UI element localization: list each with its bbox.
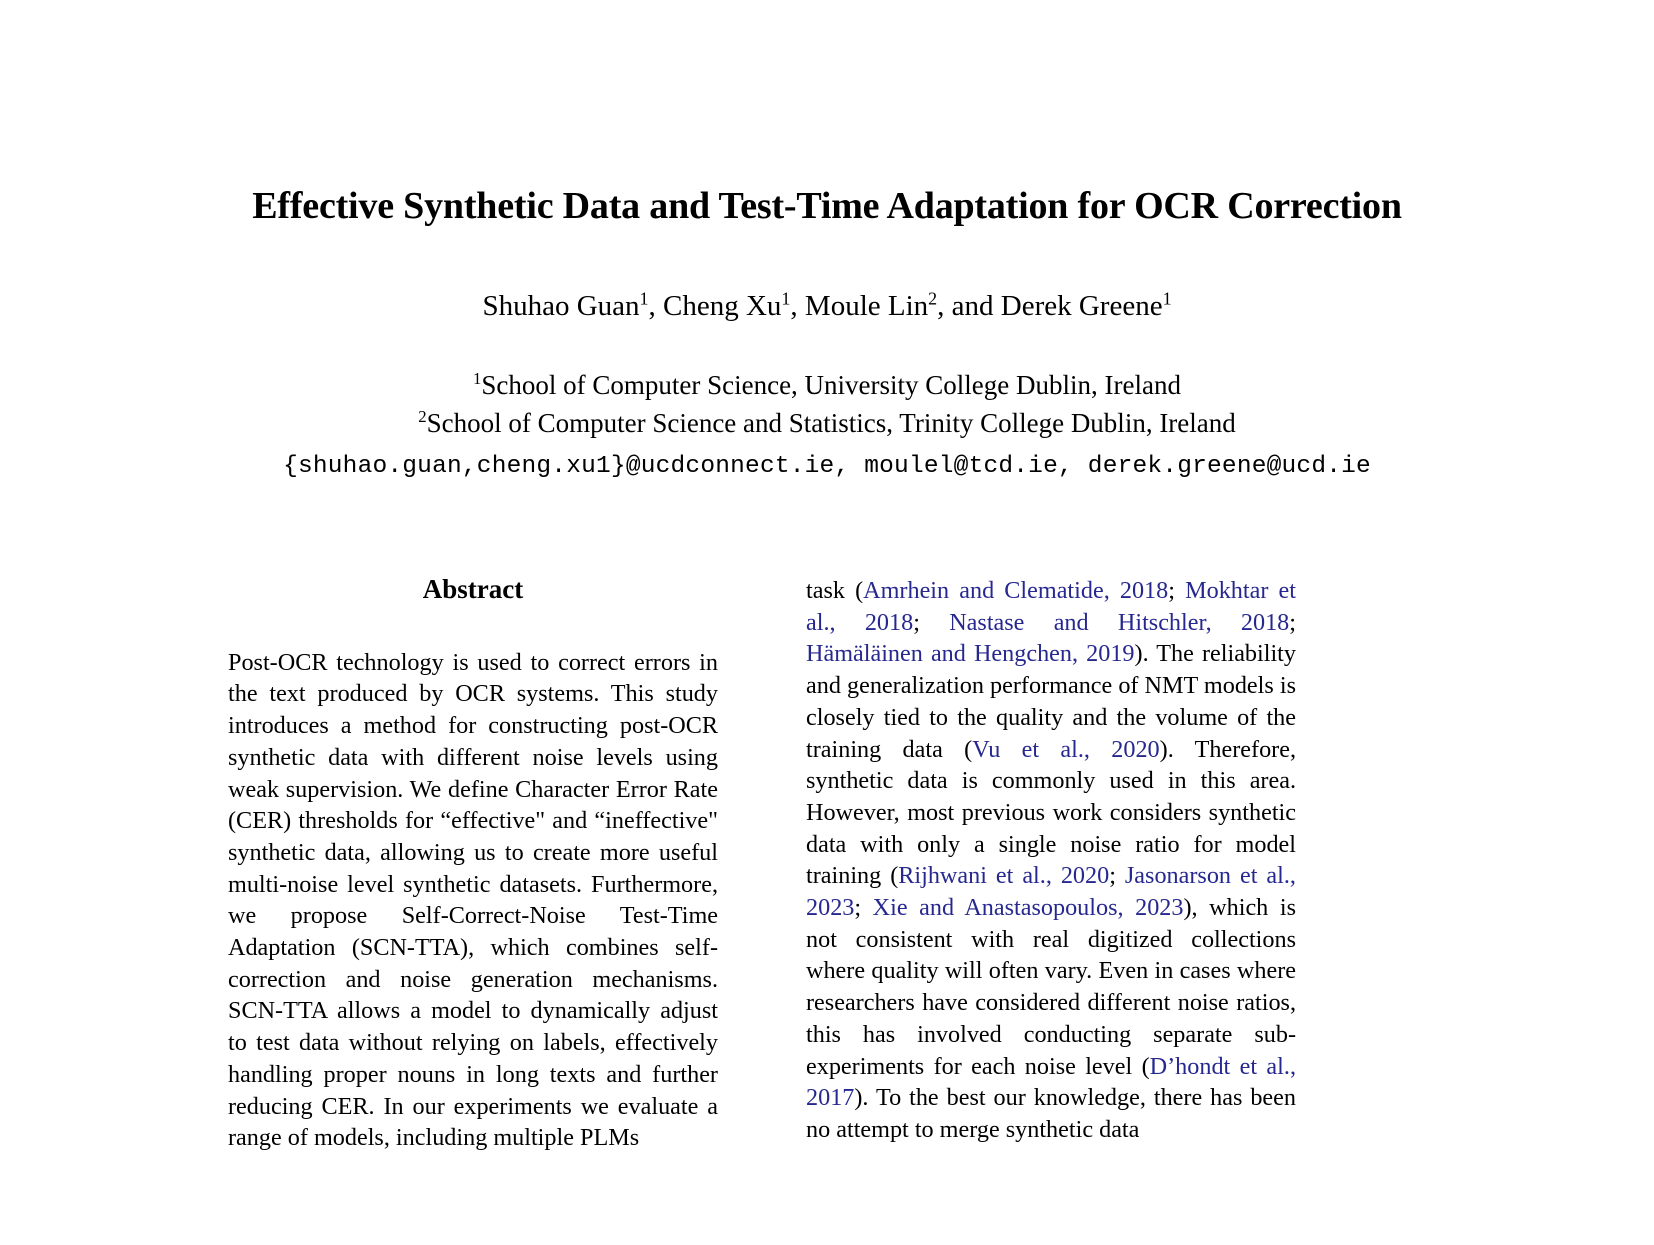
paper-masthead [180, 185, 1474, 483]
affiliation-line [180, 405, 1474, 442]
citation-link[interactable]: Vu et al., 2020 [972, 735, 1160, 763]
introduction-column [806, 575, 1296, 1245]
citation-link[interactable]: Jasonarson et al., 2023 [806, 862, 1296, 922]
author-affiliation-marker: 1 [781, 288, 791, 309]
author-name: Moule Lin [804, 289, 929, 322]
introduction-text-run: ). Therefore, synthetic data is commonly used in this area. However, most previous work considers synthetic data with only a single noise ratio for model training ( [806, 735, 1296, 890]
author-affiliation-marker: 1 [1162, 288, 1172, 309]
citation-link[interactable]: Amrhein and Clematide, 2018 [863, 577, 1169, 604]
author-affiliation-marker: 2 [928, 288, 938, 309]
affiliation-marker: 1 [473, 369, 482, 389]
introduction-text-run: ; [1109, 862, 1125, 890]
abstract-column [228, 575, 718, 1245]
author-entry [1001, 290, 1172, 322]
introduction-text-run: ; [1168, 577, 1186, 604]
introduction-text-run: task ( [806, 577, 864, 604]
citation-link[interactable]: Hämäläinen and Hengchen, 2019 [806, 640, 1135, 668]
author-entry [805, 290, 937, 322]
author-name: Derek Greene [1000, 289, 1163, 322]
author-entry [482, 290, 648, 322]
affiliation-line [180, 367, 1474, 404]
page-title: Effective Synthetic Data and Test-Time Adaptation for OCR Correction [252, 185, 1402, 227]
affiliation-text: School of Computer Science and Statistics, Trinity College Dublin, Ireland [426, 407, 1236, 438]
author-name: Shuhao Guan [482, 289, 640, 322]
introduction-text-run: ; [1289, 608, 1296, 636]
affiliation-list [180, 367, 1474, 442]
introduction-text-run: ; [854, 894, 873, 922]
citation-link[interactable]: Nastase and Hitschler, 2018 [949, 608, 1290, 636]
author-affiliation-marker: 1 [639, 288, 649, 309]
two-column-body [228, 575, 1386, 1245]
affiliation-text: School of Computer Science, University College Dublin, Ireland [481, 370, 1181, 401]
abstract-text: Post-OCR technology is used to correct errors in the text produced by OCR systems. This study introduces a method for constructing post-OCR synthetic data with different noise levels using weak supervision. We define Character Error Rate (CER) thresholds for “effective" and “ineffective" synthetic data, allowing us to create more useful multi-noise level synthetic datasets. Furthermore, we propose Self-Correct-Noise Test-Time Adaptation (SCN-TTA), which combines self-correction and noise generation mechanisms. SCN-TTA allows a model to dynamically adjust to test data without relying on labels, effectively handling proper nouns in long texts and further reducing CER. In our experiments we evaluate a range of models, including multiple PLMs [228, 648, 718, 1152]
abstract-heading: Abstract [422, 575, 524, 604]
author-name: Cheng Xu [663, 289, 782, 322]
author-separator: , [790, 289, 805, 322]
introduction-text-run: ), which is not consistent with real digitized collections where quality will often vary. Even in cases where researchers have considered different noise ratios, this has involved conducting separate sub-experiments for each noise level ( [806, 894, 1296, 1080]
citation-link[interactable]: Xie and Anastasopoulos, 2023 [872, 894, 1184, 922]
introduction-text-run: ). To the best our knowledge, there has been no attempt to merge synthetic data [806, 1084, 1296, 1143]
author-list [180, 289, 1474, 324]
affiliation-marker: 2 [418, 406, 427, 426]
introduction-text-run: ; [913, 608, 950, 636]
citation-link[interactable]: Rijhwani et al., 2020 [898, 862, 1110, 890]
author-separator: , and [937, 289, 1001, 322]
author-emails: {shuhao.guan,cheng.xu1}@ucdconnect.ie, moulel@tcd.ie, derek.greene@ucd.ie [283, 452, 1371, 480]
citation-link[interactable]: Mokhtar et al., 2018 [806, 577, 1296, 636]
citation-link[interactable]: D’hondt et al., 2017 [806, 1052, 1296, 1112]
introduction-text-run: ). The reliability and generalization performance of NMT models is closely tied to the quality and the volume of the training data ( [806, 640, 1296, 763]
author-entry [663, 290, 790, 322]
introduction-text [806, 575, 1296, 1146]
author-separator: , [648, 289, 663, 322]
